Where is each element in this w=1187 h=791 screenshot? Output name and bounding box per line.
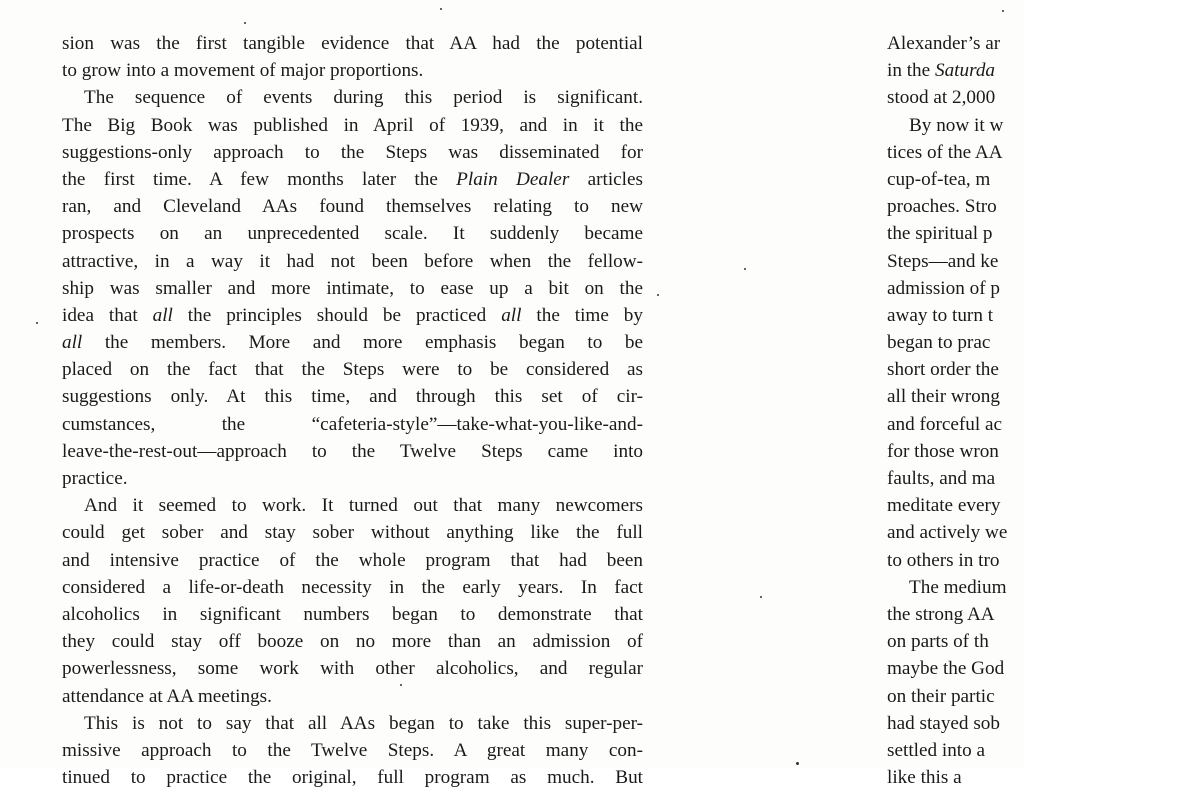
text-line: maybe the God (887, 658, 1005, 680)
text-line: And it seemed to work. It turned out that many newcomers (84, 495, 643, 517)
text-line: to others in tro (887, 549, 1000, 571)
text-line: By now it w (909, 114, 1004, 136)
text-line: began to prac (887, 332, 991, 354)
text-line: ran, and Cleveland AAs found themselves relating to new (62, 196, 643, 218)
text-line: and actively we (887, 522, 1008, 544)
text-line: the first time. A few months later the Plain Dealer articles (62, 168, 643, 190)
text-line: The sequence of events during this period is significant. (84, 87, 643, 109)
text-line: short order the (887, 359, 999, 381)
text-line: the strong AA (887, 603, 995, 625)
text-line: The Big Book was published in April of 1939, and in it the (62, 114, 643, 136)
text-line: they could stay off booze on no more than an admission of (62, 631, 643, 653)
text-line: proaches. Stro (887, 196, 997, 218)
text-line: suggestions-only approach to the Steps was disseminated for (62, 141, 643, 163)
text-line: tinued to practice the original, full program as much. But (62, 767, 643, 789)
text-line: meditate every (887, 495, 1001, 517)
text-line: like this a (887, 767, 962, 789)
text-line: attractive, in a way it had not been before when the fellow- (62, 250, 643, 272)
text-line: The medium (909, 576, 1007, 598)
text-line: Alexander’s ar (887, 33, 1001, 54)
text-line: settled into a (887, 739, 986, 761)
text-line: admission of p (887, 277, 1000, 299)
text-line: the spiritual p (887, 223, 993, 245)
scan-speck (244, 22, 246, 24)
text-line: had stayed sob (887, 712, 1000, 734)
scan-speck (1002, 10, 1004, 12)
text-line: for those wron (887, 440, 999, 462)
right-page-text (887, 30, 1187, 791)
scan-speck (744, 268, 746, 270)
text-line: all their wrong (887, 386, 1000, 408)
text-line: prospects on an unprecedented scale. It suddenly became (62, 223, 643, 245)
scan-speck (796, 762, 799, 765)
text-line: sion was the first tangible evidence that AA had the potential (62, 33, 643, 54)
text-line: Steps—and ke (887, 250, 999, 272)
scan-speck (400, 684, 402, 686)
text-line: practice. (62, 468, 128, 489)
text-line: and forceful ac (887, 413, 1003, 435)
text-line: suggestions only. At this time, and through this set of cir- (62, 386, 643, 408)
text-line: attendance at AA meetings. (62, 685, 272, 707)
scan-speck (440, 8, 442, 10)
text-line: away to turn t (887, 304, 994, 326)
text-line: cumstances, the “cafeteria-style”—take-what-you-like-and- (62, 413, 643, 435)
text-line: tices of the AA (887, 141, 1003, 163)
text-line: powerlessness, some work with other alcoholics, and regular (62, 658, 643, 680)
text-line: cup-of-tea, m (887, 168, 991, 190)
text-line: stood at 2,000 (887, 87, 996, 109)
scan-speck (760, 596, 762, 598)
text-line: all the members. More and more emphasis began to be (62, 332, 643, 354)
scan-speck (36, 322, 38, 324)
text-line: could get sober and stay sober without anything like the full (62, 522, 643, 544)
text-line: faults, and ma (887, 468, 996, 489)
scan-speck (657, 294, 659, 296)
text-line: on their partic (887, 685, 995, 707)
text-line: in the Saturda (887, 60, 996, 82)
text-line: placed on the fact that the Steps were to be considered as (62, 359, 643, 381)
text-line: and intensive practice of the whole program that had been (62, 549, 643, 571)
text-line: leave-the-rest-out—approach to the Twelve Steps came into (62, 440, 643, 462)
text-line: missive approach to the Twelve Steps. A great many con- (62, 739, 643, 761)
text-line: This is not to say that all AAs began to take this super-per- (84, 712, 643, 734)
text-line: alcoholics in significant numbers began to demonstrate that (62, 603, 643, 625)
text-line: ship was smaller and more intimate, to ease up a bit on the (62, 277, 643, 299)
text-line: considered a life-or-death necessity in the early years. In fact (62, 576, 643, 598)
text-line: to grow into a movement of major proportions. (62, 60, 424, 82)
left-page-text (62, 30, 643, 791)
text-line: on parts of th (887, 631, 989, 653)
text-line: idea that all the principles should be practiced all the time by (62, 304, 643, 326)
